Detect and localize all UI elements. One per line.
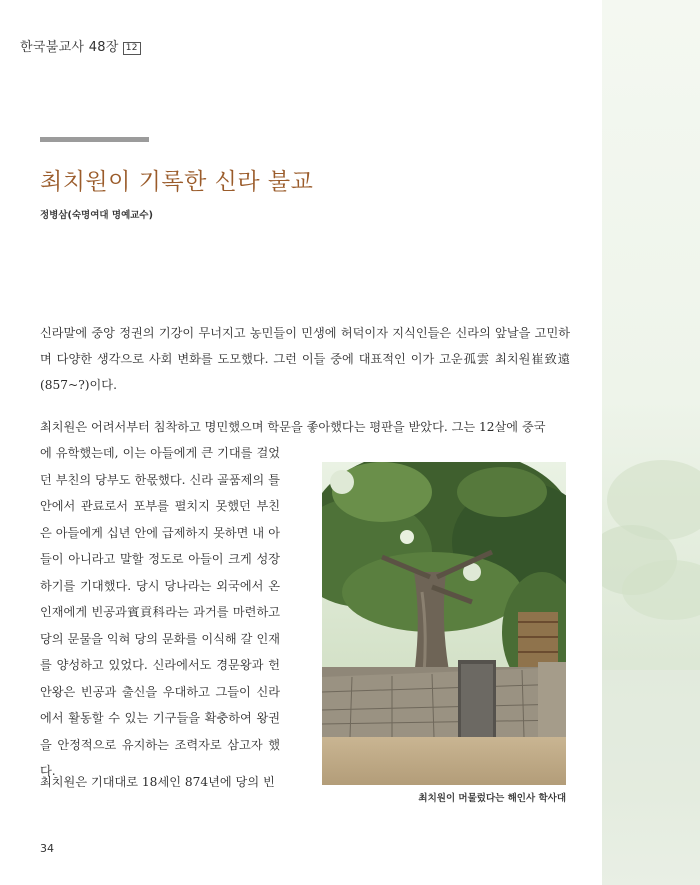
- body-paragraph-3: 최치원은 기대대로 18세인 874년에 당의 빈: [40, 775, 275, 789]
- chapter-number-badge: 12: [123, 42, 141, 55]
- page-number: 34: [40, 842, 54, 855]
- decorative-side-band: [602, 0, 700, 885]
- photo-caption: 최치원이 머물렀다는 해인사 학사대: [418, 793, 566, 804]
- body-paragraph-2-first-line: 최치원은 어려서부터 침착하고 명민했으며 학문을 좋아했다는 평판을 받았다. 그는 12살에 중국: [40, 420, 546, 434]
- photo-haeinsa-haksadae: [322, 462, 566, 785]
- photo-tree-icon: [322, 462, 566, 785]
- article-title: 최치원이 기록한 신라 불교: [40, 169, 314, 195]
- body-paragraph-1: 신라말에 중앙 정권의 기강이 무너지고 농민들이 민생에 허덕이자 지식인들은 신라의 앞날을 고민하며 다양한 생각으로 사회 변화를 도모했다. 그런 이들 중에 대표적인 이가 고운孤雲 최치원崔致遠(857~?)이다.: [40, 326, 570, 392]
- article-author: 정병삼(숙명여대 명예교수): [40, 210, 153, 221]
- tree-silhouette-icon: [602, 420, 700, 780]
- running-head-text: 한국불교사 48장: [20, 40, 119, 55]
- title-rule: [40, 137, 149, 142]
- body-paragraph-2-column: 에 유학했는데, 이는 아들에게 큰 기대를 걸었던 부친의 당부도 한몫했다. 신라 골품제의 틀 안에서 관료로서 포부를 펼치지 못했던 부친은 아들에게 십년 안에 급제하지 못하면 내 아들이 아니라고 말할 정도로 아들이 크게 성장하기를 기대했다. 당시 당나라는 외국에서 온 인재에게 빈공과賓貢科라는 과거를 마련하고 당의 문물을 익혀 당의 문화를 이식해 갈 인재를 양성하고 있었다. 신라에서도 경문왕과 헌안왕은 빈공과 출신을 우대하고 그들이 신라에서 활동할 수 있는 기구들을 확충하여 왕권을 안정적으로 유지하는 조력자로 삼고자 했다.: [40, 446, 280, 778]
- running-head: [20, 36, 141, 55]
